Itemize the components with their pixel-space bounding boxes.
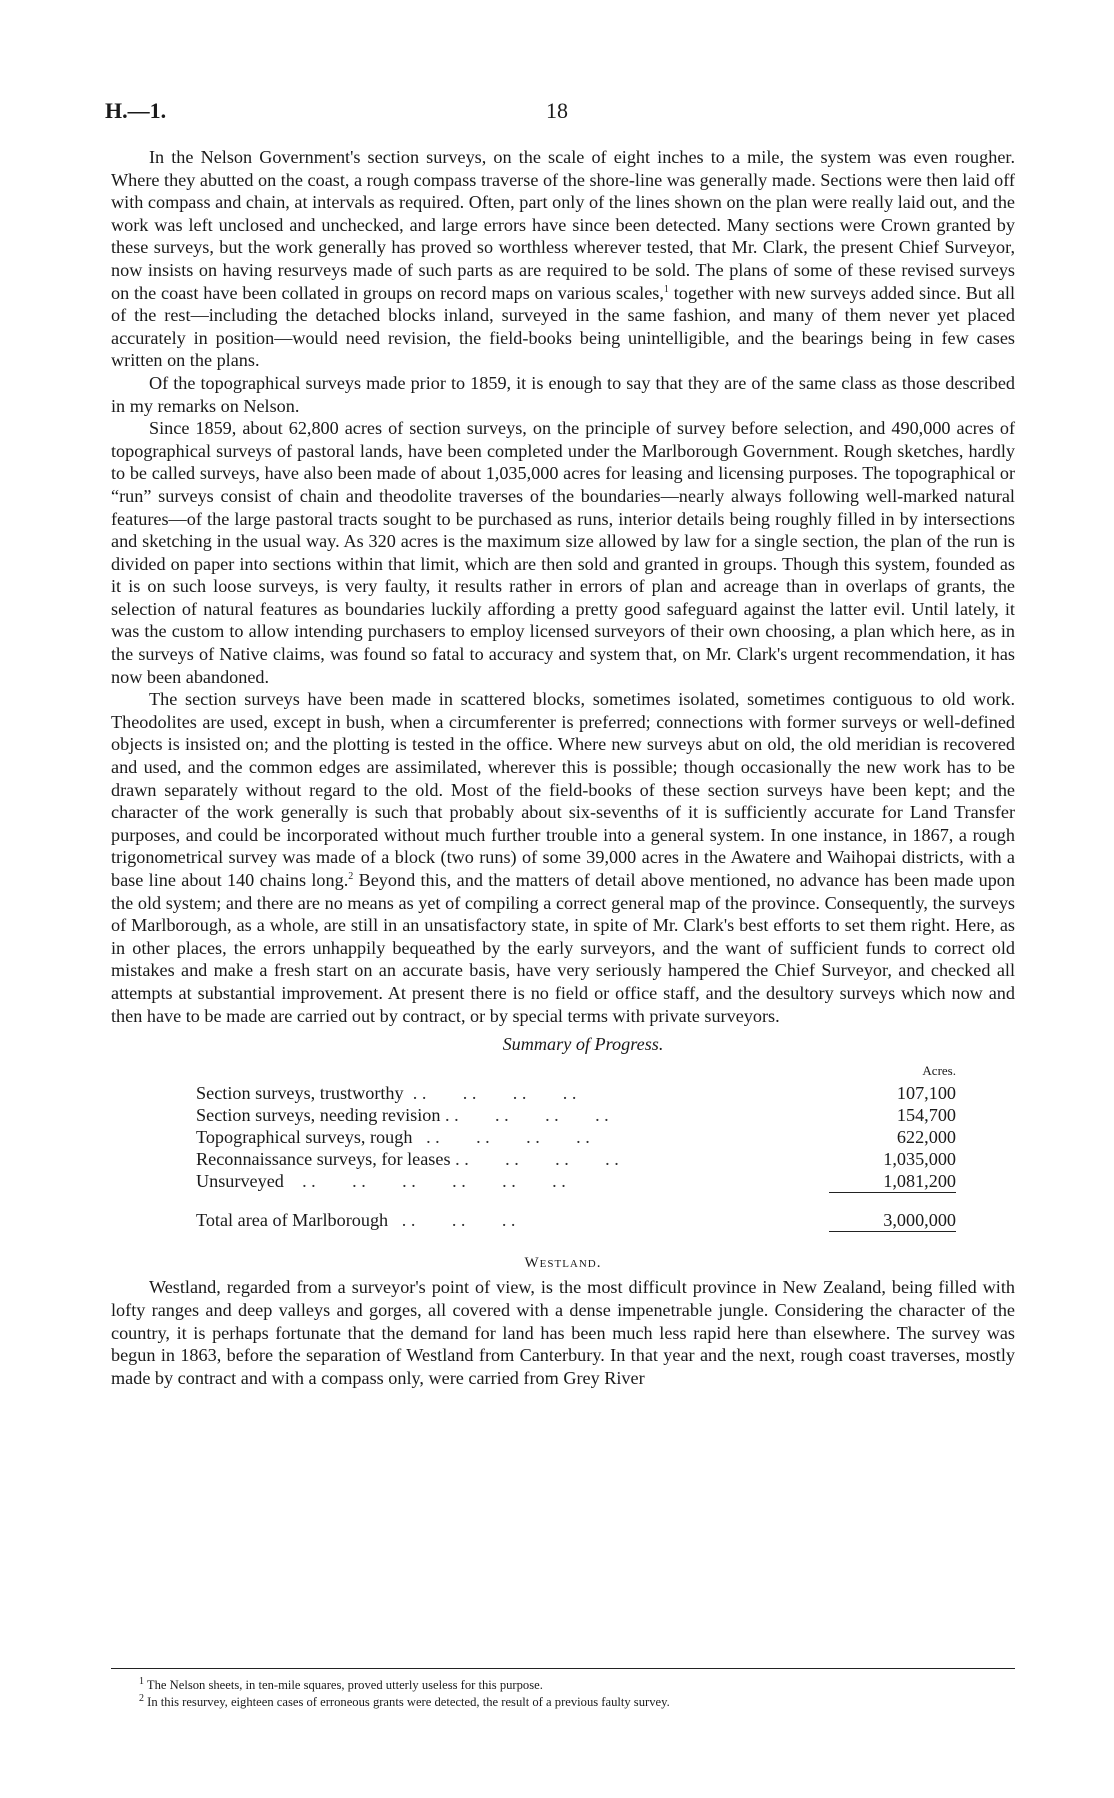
paragraph-topographical-prior-1859: Of the topographical surveys made prior to 1859, it is enough to say that they are of the same class as those described in my remarks on Nelson. [111,372,1015,416]
paragraph-since-1859: Since 1859, about 62,800 acres of section surveys, on the principle of survey before selection, and 490,000 acres of topographical surveys of pastoral lands, have been completed under the Marlborough Government. Rough sketches, hardly to be called surveys, have also been made of about 1,035,000 acres for leasing and licensing purposes. The topographical or “run” surveys consist of chain and theodolite traverses of the boundaries—nearly always following well-marked natural features—of the large pastoral tracts sought to be purchased as runs, interior details being roughly filled in by intersections and sketching in the usual way. As 320 acres is the maximum size allowed by law for a single section, the plan of the run is divided on paper into sections within that limit, which are then sold and granted in groups. Though this system, founded as it is on such loose surveys, is very faulty, it results rather in errors of plan and acreage than in overlaps of grants, the selection of natural features as boundaries luckily affording a pretty good safeguard against the latter evil. Until lately, it was the custom to allow intending purchasers to employ licensed surveyors of their own choosing, a plan which here, as in the surveys of Native claims, was found so fatal to accuracy and system that, on Mr. Clark's urgent recommendation, it has now been abandoned. [111,418,1015,687]
summary-row [196,1104,956,1126]
dot-leaders: . . . . . . . . . . . . [283,1171,566,1192]
row-value: 107,100 [896,1082,956,1103]
row-label: Section surveys, trustworthy [196,1082,404,1103]
paragraph-text: together with new surveys added since. But all of the rest—including the detached blocks inland, surveyed in the same fashion, and many of them never yet placed accurately in position—would need revision, the field-books being unintelligible, and the bearings being in few cases written on the plans. [111,282,1015,371]
dot-leaders: . . . . . . . . [412,1126,590,1147]
units-label: Acres. [922,1062,956,1078]
footnote-text: The Nelson sheets, in ten-mile squares, proved utterly useless for this purpose. [144,1678,543,1692]
paragraph-text: Beyond this, and the matters of detail above mentioned, no advance has been made upon the old system; and there are no means as yet of compiling a correct general map of the province. Consequently, the surveys of Marlborough, as a whole, are still in an unsatisfactory state, in spite of Mr. Clark's best efforts to set them right. Here, as in other places, the errors unhappily bequeathed by the early surveyors, and the want of sufficient funds to correct old mistakes and make a fresh start on an accurate basis, have very seriously hampered the Chief Surveyor, and checked all attempts at substantial improvement. At present there is no field or office staff, and the desultory surveys which now and then have to be made are carried out by contract, or by special terms with private surveyors. [111,870,1015,1026]
page-header [105,98,1009,128]
section-heading-westland: Westland. [524,1254,602,1271]
paragraph-text: The section surveys have been made in scattered blocks, sometimes isolated, sometimes contiguous to old work. Theodolites are used, except in bush, when a circumferenter is preferred; connections with former surveys or well-defined objects is insisted on; and the plotting is tested in the office. Where new surveys abut on old, the old meridian is recovered and used, and the common edges are assimilated, wherever this is possible; though occasionally the new work has to be drawn separately without regard to the old. Most of the field-books of these section surveys have been kept; and the character of the work generally is such that probably about six-sevenths of it is sufficiently accurate for Land Transfer purposes, and could be incorporated without much further trouble into a general system. In one instance, in 1867, a rough trigonometrical survey was made of a block (two runs) of some 39,000 acres in the Awatere and Waihopai districts, with a base line about 140 chains long. [111,689,1015,890]
footnote-ref-2: 2 [348,870,354,882]
paragraph-westland: Westland, regarded from a surveyor's point of view, is the most difficult province in New Zealand, being filled with lofty ranges and deep valleys and gorges, all covered with a dense impenetrable jungle. Considering the character of the country, it is perhaps fortunate that the demand for land has been much less rapid here than elsewhere. The survey was begun in 1863, before the separation of Westland from Canterbury. In that year and the next, rough coast traverses, mostly made by contract and with a compass only, were carried from Grey River [111,1277,1015,1388]
body-text [111,146,1015,1389]
document-code: H.—1. [105,98,167,123]
footnote-ref-1: 1 [663,283,669,295]
footnote-1 [111,1677,1015,1694]
row-label: Unsurveyed [196,1171,284,1192]
summary-units-row [196,1060,956,1082]
total-value: 3,000,000 [829,1192,956,1231]
row-value: 1,081,200 [829,1170,956,1193]
row-value: 1,035,000 [883,1148,956,1169]
page-number: 18 [546,98,568,123]
summary-row [196,1170,956,1193]
row-label: Section surveys, needing revision [196,1104,441,1125]
footnotes [111,1668,1015,1711]
summary-row [196,1148,956,1170]
paragraph-section-surveys [111,688,1015,1027]
footnote-mark: 2 [139,1692,144,1704]
summary-row [196,1082,956,1104]
row-value: 154,700 [896,1104,956,1125]
footnote-2 [111,1694,1015,1711]
row-value: 622,000 [896,1126,956,1147]
summary-total-row [196,1192,956,1231]
paragraph-text: In the Nelson Government's section surveys, on the scale of eight inches to a mile, the system was even rougher. Where they abutted on the coast, a rough compass traverse of the shore-line was generally made. Sections were then laid off with compass and chain, at intervals as required. Often, part only of the lines shown on the plan were really laid out, and the work was left unclosed and unchecked, and large errors have since been detected. Many sections were Crown granted by these surveys, but the work generally has proved so worthless wherever tested, that Mr. Clark, the present Chief Surveyor, now insists on having resurveys made of such parts as are required to be sold. The plans of some of these revised surveys on the coast have been collated in groups on record maps on various scales, [111,147,1015,303]
footnote-text: In this resurvey, eighteen cases of erroneous grants were detected, the result of a previous faulty survey. [144,1695,670,1709]
summary-table [196,1060,956,1232]
dot-leaders: . . . . . . . . [450,1148,619,1169]
dot-leaders: . . . . . . . . [440,1104,609,1125]
paragraph-nelson-section-surveys [111,146,1015,372]
dot-leaders: . . . . . . . . [403,1082,577,1103]
total-label: Total area of Marlborough [196,1210,389,1231]
row-label: Reconnaissance surveys, for leases [196,1148,451,1169]
dot-leaders: . . . . . . [388,1210,516,1231]
row-label: Topographical surveys, rough [196,1126,413,1147]
summary-title: Summary of Progress. [502,1034,664,1055]
summary-row [196,1126,956,1148]
footnote-mark: 1 [139,1675,144,1687]
